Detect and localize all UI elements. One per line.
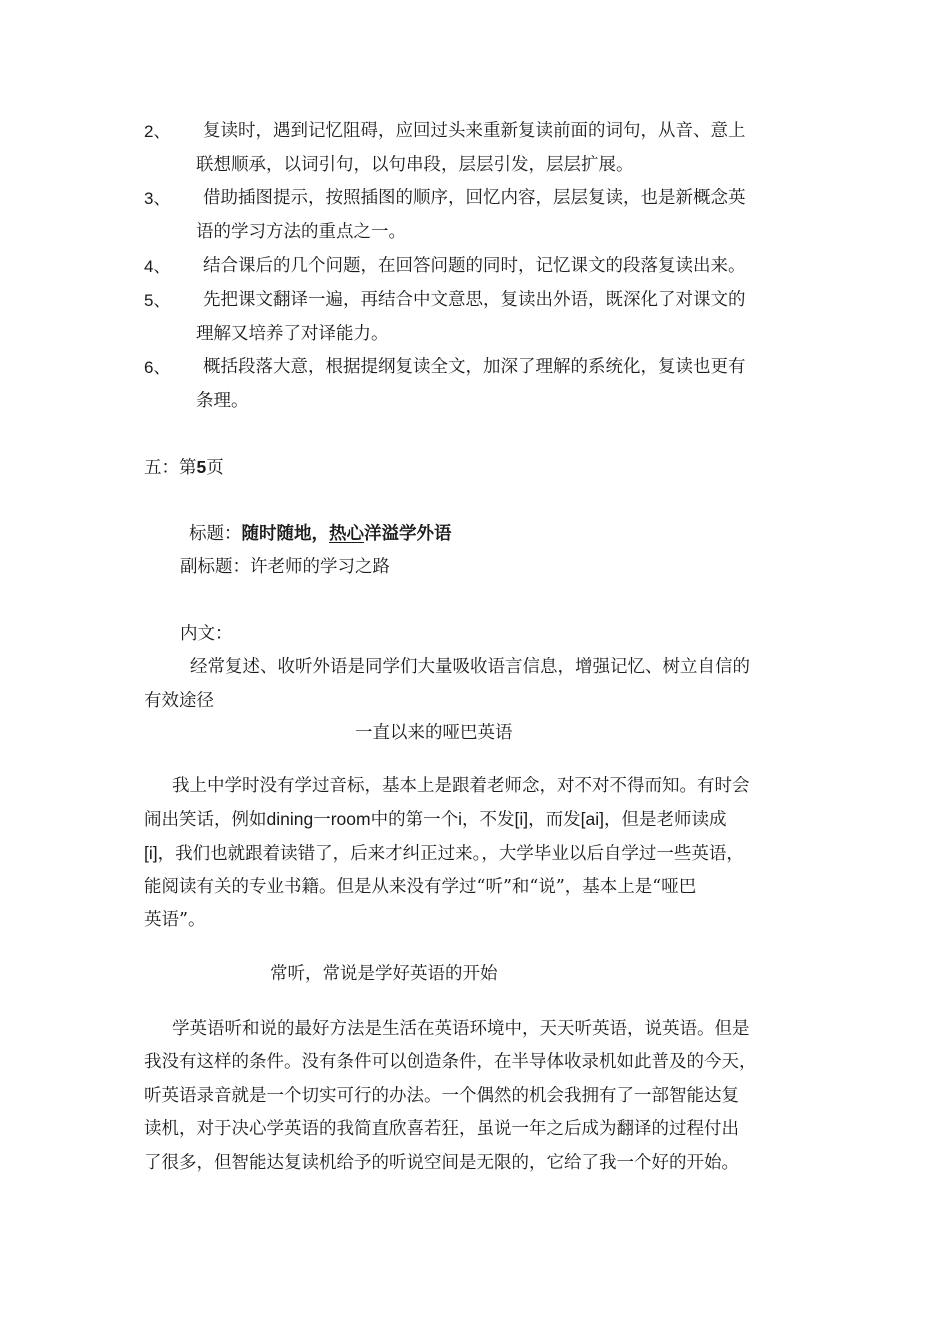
list-item [144,286,814,346]
intro-line: 经常复述、收听外语是同学们大量吸收语言信息，增强记忆、树立自信的 [190,657,750,677]
list-text-line: 联想顺承，以词引句，以句串段，层层引发，层层扩展。 [196,155,634,175]
text-run: ，我们也就跟着读错了，后来才纠正过来。，大学毕业以后自学过一些英语， [157,844,744,864]
text-run: ，但是老师读成 [603,810,727,830]
title-text-part1: 随时随地， [241,524,329,544]
paragraph-line: 能阅读有关的专业书籍。但是从来没有学过“听”和“说”，基本上是“哑巴 [144,877,697,897]
list-text-line: 结合课后的几个问题，在回答问题的同时，记忆课文的段落复读出来。 [203,256,746,276]
list-text-line: 先把课文翻译一遍，再结合中文意思，复读出外语，既深化了对课文的 [203,290,746,310]
list-text-line: 理解又培养了对译能力。 [196,324,389,344]
text-run: 闹出笑话，例如 [144,810,267,830]
list-text-line: 借助插图提示，按照插图的顺序，回忆内容，层层复读，也是新概念英 [203,188,746,208]
paragraph-line [144,840,744,865]
list-text-line: 语的学习方法的重点之一。 [196,222,406,242]
title-label: 标题： [189,524,242,544]
list-text-line: 复读时，遇到记忆阻碍，应回过头来重新复读前面的词句，从音、意上 [203,121,746,141]
text-run: [i] [144,843,158,863]
list-item [144,184,814,244]
paragraph-line: 我上中学时没有学过音标，基本上是跟着老师念，对不对不得而知。有时会 [172,776,750,796]
article-title [189,520,452,545]
section-prefix: 五：第 [144,458,197,478]
body-label: 内文： [180,624,233,644]
list-number: 2、 [144,122,171,141]
section-subheading: 一直以来的哑巴英语 [355,723,513,743]
text-run: i [458,809,462,829]
list-item [144,252,814,280]
title-text-part3: 洋溢学外语 [364,524,452,544]
list-number: 6、 [144,358,171,377]
text-run: 一 [313,810,331,830]
text-run: 中的第一个 [370,810,459,830]
paragraph-line: 了很多，但智能达复读机给予的听说空间是无限的，它给了我一个好的开始。 [144,1153,739,1173]
paragraph-line: 我没有这样的条件。没有条件可以创造条件，在半导体收录机如此普及的今天， [144,1052,757,1072]
intro-line: 有效途径 [144,691,214,711]
list-text-line: 概括段落大意，根据提纲复读全文，加深了理解的系统化，复读也更有 [203,357,746,377]
text-run: dining [266,809,314,829]
text-run: room [330,809,371,829]
text-run: [ai] [580,809,604,829]
list-item [144,117,814,177]
paragraph-line: 读机，对于决心学英语的我简直欣喜若狂，虽说一年之后成为翻译的过程付出 [144,1119,739,1139]
paragraph-line: 听英语录音就是一个切实可行的办法。一个偶然的机会我拥有了一部智能达复 [144,1086,739,1106]
list-number: 3、 [144,189,171,208]
subtitle-text: 许老师的学习之路 [250,557,390,577]
text-run: [i] [514,809,529,829]
text-run: ，而发 [528,810,581,830]
list-item [144,353,814,413]
section-subheading: 常听，常说是学好英语的开始 [270,964,498,984]
paragraph-line: 英语”。 [144,910,206,930]
paragraph-line: 学英语听和说的最好方法是生活在英语环境中，天天听英语，说英语。但是 [172,1019,750,1039]
section-heading [144,454,224,479]
title-text-underlined: 热心 [329,524,364,544]
list-number: 5、 [144,291,171,310]
section-page-number: 5 [196,457,207,477]
paragraph-line [144,806,726,831]
list-text-line: 条理。 [196,391,249,411]
list-number: 4、 [144,257,171,276]
section-suffix: 页 [206,458,224,478]
article-subtitle [180,553,390,578]
text-run: ，不发 [461,810,515,830]
subtitle-label: 副标题： [180,557,250,577]
